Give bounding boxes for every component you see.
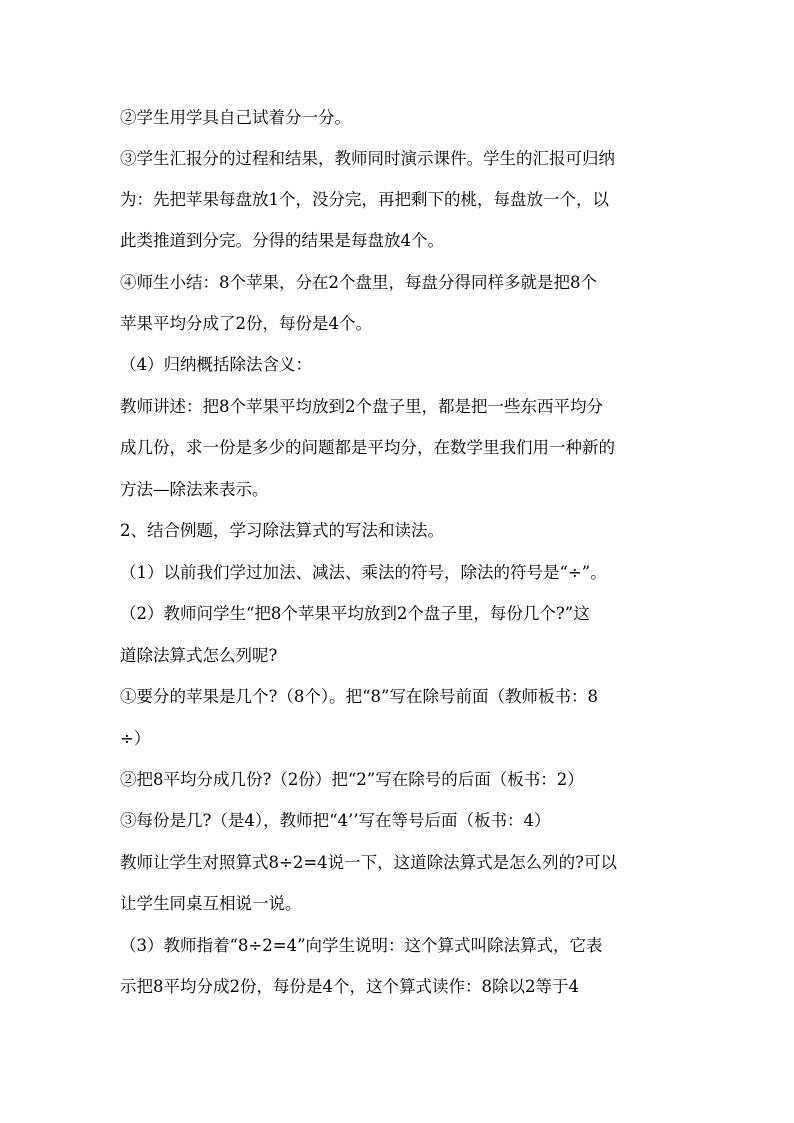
text-line: ②把8平均分成几份?（2份）把“2”写在除号的后面（板书：2） [120,770,584,789]
text-line: ①要分的苹果是几个?（8个）。把“8”写在除号前面（教师板书：8 [120,687,598,706]
text-line: 为：先把苹果每盘放1个，没分完，再把剩下的桃，每盘放一个，以 [120,190,609,209]
text-line: （1）以前我们学过加法、减法、乘法的符号，除法的符号是“÷”。 [120,563,607,582]
text-line: （2）教师问学生“把8个苹果平均放到2个盘子里，每份几个?”这 [120,604,590,623]
text-line: ③每份是几?（是4），教师把“4’’写在等号后面（板书：4） [120,811,551,830]
text-line: 苹果平均分成了2份，每份是4个。 [120,314,372,333]
text-line: 让学生同桌互相说一说。 [120,894,302,913]
text-line: 教师讲述：把8个苹果平均放到2个盘子里，都是把一些东西平均分 [120,397,603,416]
text-line: ④师生小结：8个苹果，分在2个盘里，每盘分得同样多就是把8个 [120,273,597,292]
text-line: 示把8平均分成2份，每份是4个，这个算式读作：8除以2等于4 [120,977,579,996]
text-line: 教师让学生对照算式8÷2=4说一下，这道除法算式是怎么列的?可以 [120,853,617,872]
section-heading: （4）归纳概括除法含义： [120,355,312,374]
text-line: ③学生汇报分的过程和结果，教师同时演示课件。学生的汇报可归纳 [120,149,615,168]
text-line: ÷） [120,729,151,748]
text-line: 此类推道到分完。分得的结果是每盘放4个。 [120,231,444,250]
section-heading: 2、结合例题，学习除法算式的写法和读法。 [120,521,444,540]
text-line: 成几份，求一份是多少的问题都是平均分，在数学里我们用一种新的 [120,438,615,457]
text-line: 道除法算式怎么列呢? [120,646,278,665]
text-line: ②学生用学具自己试着分一分。 [120,108,351,127]
text-line: 方法—除法来表示。 [120,480,269,499]
text-line: （3）教师指着“8÷2=4”向学生说明：这个算式叫除法算式，它表 [120,936,603,955]
